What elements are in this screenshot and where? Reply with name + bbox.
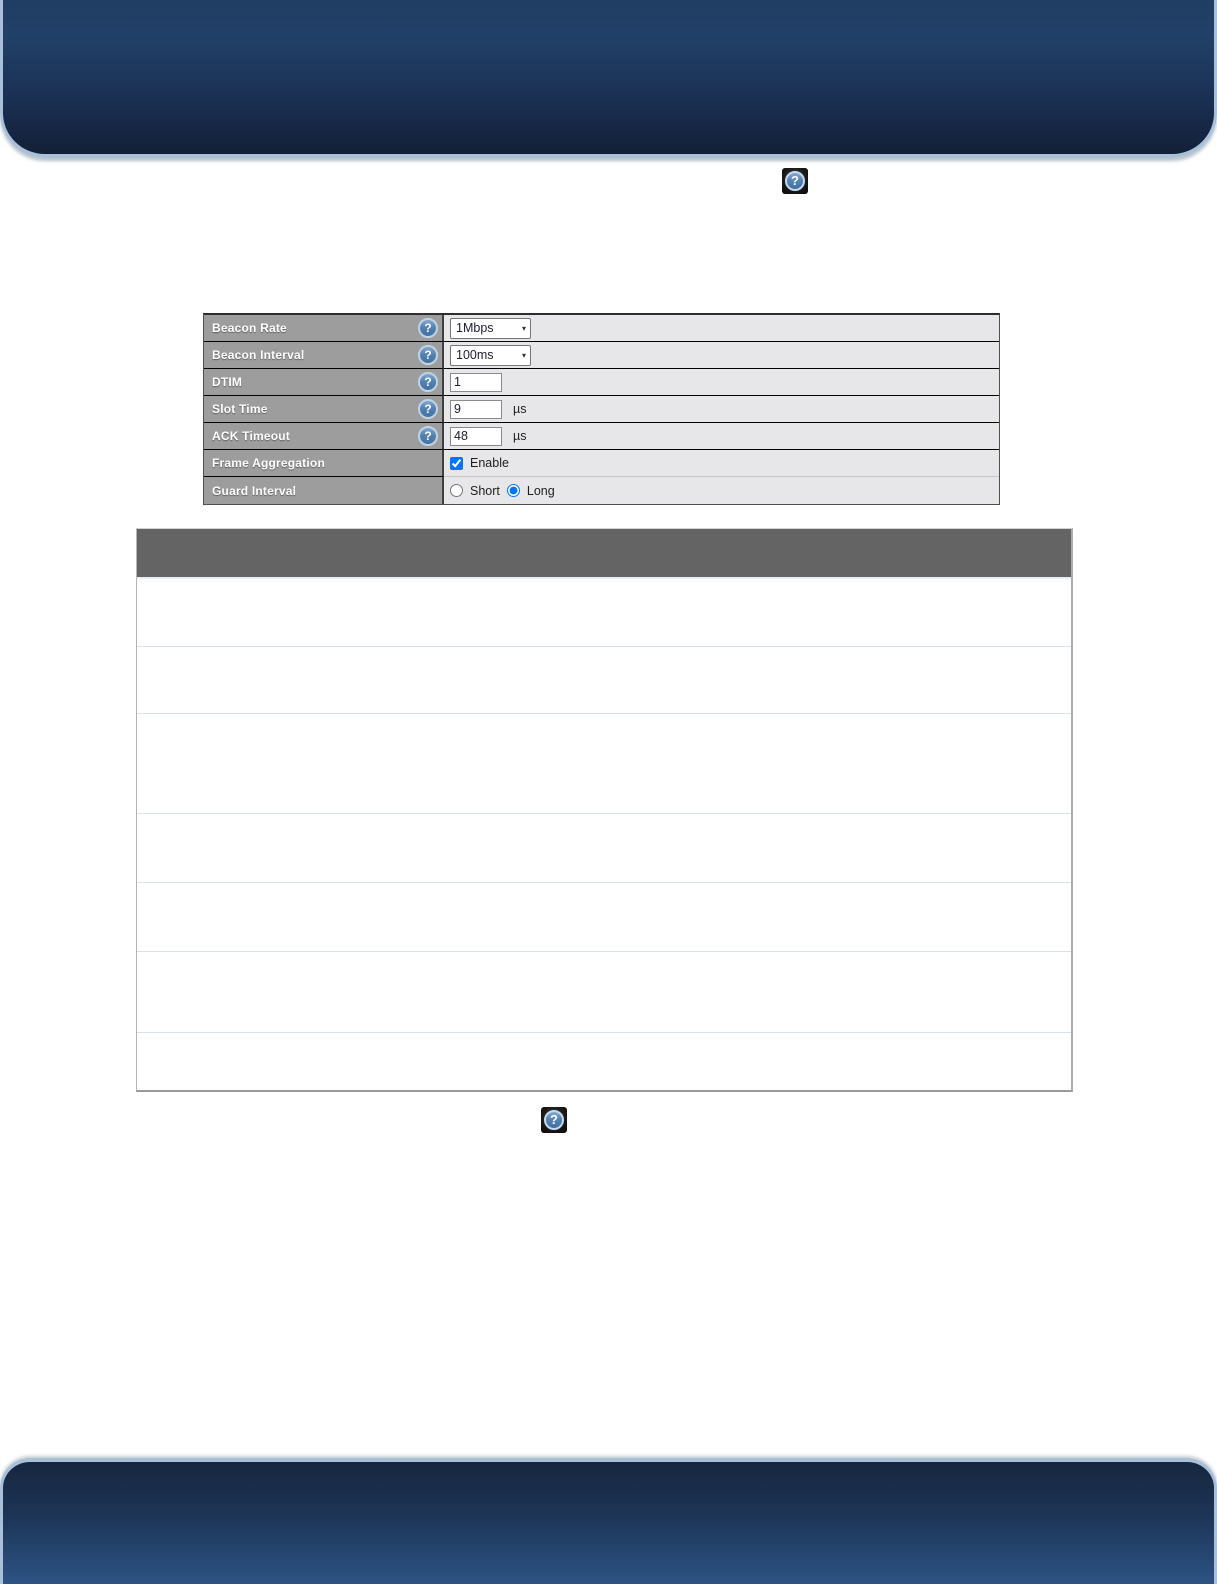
table-row xyxy=(137,1033,1071,1090)
help-icon[interactable]: ? xyxy=(418,345,438,365)
microseconds-unit: µs xyxy=(513,429,527,443)
frame-aggregation-checkbox[interactable] xyxy=(450,457,463,470)
row-label-cell xyxy=(204,423,444,450)
row-value-cell xyxy=(444,423,999,450)
help-icon[interactable]: ? xyxy=(418,426,438,446)
checkbox-label: Enable xyxy=(470,456,509,470)
row-label-cell xyxy=(204,315,444,342)
row-label-cell xyxy=(204,450,444,477)
row-label-cell xyxy=(204,396,444,423)
beacon-rate-select[interactable] xyxy=(450,318,531,339)
guard-interval-short-radio[interactable] xyxy=(450,484,463,497)
settings-row-slot-time xyxy=(204,396,999,423)
guard-interval-long-radio[interactable] xyxy=(507,484,520,497)
row-label: Beacon Interval xyxy=(212,348,305,362)
beacon-interval-select[interactable] xyxy=(450,345,531,366)
settings-row-frame-aggregation xyxy=(204,450,999,477)
content-table xyxy=(136,528,1073,1092)
row-label: Beacon Rate xyxy=(212,321,287,335)
row-label: DTIM xyxy=(212,375,243,389)
row-value-cell xyxy=(444,342,999,369)
row-label: Guard Interval xyxy=(212,483,297,498)
help-button-top[interactable] xyxy=(782,168,808,194)
caret-down-icon: ▾ xyxy=(521,323,526,333)
row-value-cell xyxy=(444,315,999,342)
settings-row-ack-timeout xyxy=(204,423,999,450)
settings-row-guard-interval xyxy=(204,477,999,504)
help-icon[interactable]: ? xyxy=(418,372,438,392)
select-value: 100ms xyxy=(456,348,494,362)
table-row xyxy=(137,814,1071,883)
select-value: 1Mbps xyxy=(456,321,494,335)
slot-time-input[interactable] xyxy=(450,400,502,419)
ack-timeout-input[interactable] xyxy=(450,427,502,446)
header-banner xyxy=(0,0,1217,158)
wireless-advanced-settings-table xyxy=(203,313,1000,505)
row-value-cell xyxy=(444,396,999,423)
row-value-cell xyxy=(444,450,999,477)
row-label: Frame Aggregation xyxy=(212,456,325,470)
help-icon[interactable]: ? xyxy=(418,318,438,338)
dtim-input[interactable] xyxy=(450,373,502,392)
row-label-cell xyxy=(204,342,444,369)
table-row xyxy=(137,952,1071,1033)
table-row xyxy=(137,714,1071,814)
question-mark-icon: ? xyxy=(544,1110,564,1130)
help-icon[interactable]: ? xyxy=(418,399,438,419)
microseconds-unit: µs xyxy=(513,402,527,416)
row-label: ACK Timeout xyxy=(212,429,290,443)
radio-label-long: Long xyxy=(526,483,555,498)
settings-row-beacon-rate xyxy=(204,315,999,342)
help-button-bottom[interactable] xyxy=(541,1107,567,1133)
footer-banner xyxy=(0,1458,1217,1584)
settings-row-beacon-interval xyxy=(204,342,999,369)
row-label: Slot Time xyxy=(212,402,268,416)
content-table-header xyxy=(137,529,1071,579)
settings-row-dtim xyxy=(204,369,999,396)
table-row xyxy=(137,883,1071,952)
table-row xyxy=(137,579,1071,647)
row-label-cell xyxy=(204,369,444,396)
row-label-cell xyxy=(204,477,444,504)
row-value-cell xyxy=(444,369,999,396)
caret-down-icon: ▾ xyxy=(521,350,526,360)
row-value-cell xyxy=(444,477,999,504)
table-row xyxy=(137,647,1071,714)
radio-label-short: Short xyxy=(470,483,500,498)
question-mark-icon: ? xyxy=(785,171,805,191)
